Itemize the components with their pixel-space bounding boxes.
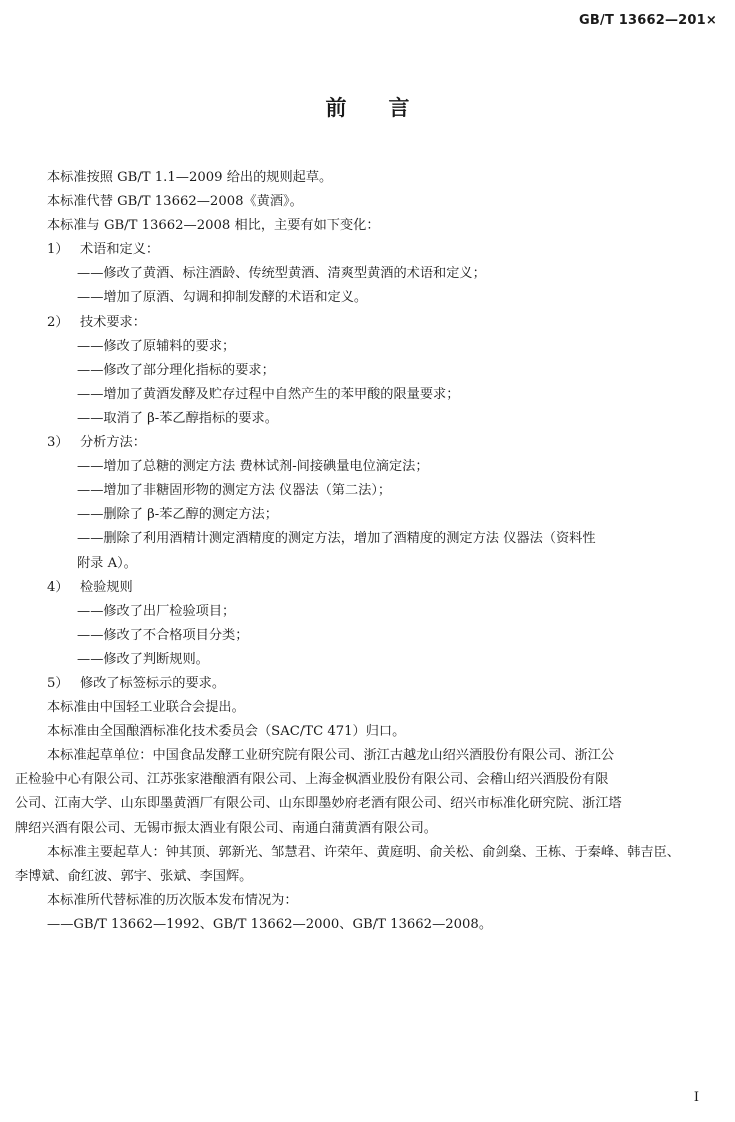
- history-intro: 本标准所代替标准的历次版本发布情况为：: [47, 892, 298, 908]
- drafters-line-1: 本标准主要起草人：钟其顶、郭新光、邹慧君、许荣年、黄庭明、俞关松、俞剑燊、王栋、于秦峰、韩吉臣、: [47, 844, 680, 860]
- sub-item: ——修改了判断规则。: [77, 651, 209, 667]
- standard-code-header: GB/T 13662—201×: [579, 13, 717, 28]
- change-item-4: [47, 576, 719, 600]
- sub-item: ——增加了总糖的测定方法 费林试剂-间接碘量电位滴定法；: [77, 459, 429, 475]
- sub-item-wrapped-line-1: ——删除了利用酒精计测定酒精度的测定方法，增加了酒精度的测定方法 仪器法（资料性: [77, 531, 596, 547]
- intro-line-1: 本标准按照 GB/T 1.1—2009 给出的规则起草。: [47, 170, 333, 185]
- change-item-2: [47, 311, 719, 335]
- page-number: Ⅰ: [693, 1090, 699, 1105]
- sub-item: ——修改了部分理化指标的要求；: [77, 362, 275, 378]
- sub-item: ——修改了出厂检验项目；: [77, 603, 236, 619]
- drafting-units-line-4: 牌绍兴酒有限公司、无锡市振太酒业有限公司、南通白蒲黄酒有限公司。: [15, 820, 437, 836]
- document-body: [15, 166, 719, 937]
- proposed-by: 本标准由中国轻工业联合会提出。: [47, 700, 245, 716]
- page-title: 前言: [325, 96, 452, 120]
- item-title: 术语和定义：: [80, 242, 160, 258]
- item-number: 4）: [47, 579, 69, 595]
- item-number: 5）: [47, 675, 69, 691]
- item-title: 检验规则: [80, 579, 133, 595]
- item-title: 分析方法：: [80, 435, 146, 451]
- drafting-units-line-3: 公司、江南大学、山东即墨黄酒厂有限公司、山东即墨妙府老酒有限公司、绍兴市标准化研究院、浙江塔: [15, 796, 622, 812]
- intro-line-2: 本标准代替 GB/T 13662—2008《黄酒》。: [47, 194, 303, 210]
- change-item-5: [47, 672, 719, 696]
- drafters-line-2: 李博斌、俞红波、郭宇、张斌、李国辉。: [15, 868, 253, 884]
- sub-item: ——修改了原辅料的要求；: [77, 338, 236, 354]
- item-title: 修改了标签标示的要求。: [80, 675, 226, 691]
- item-number: 1）: [47, 242, 69, 258]
- item-number: 2）: [47, 314, 69, 330]
- intro-line-3: 本标准与 GB/T 13662—2008 相比，主要有如下变化：: [47, 218, 380, 234]
- drafting-units-line-1: 本标准起草单位：中国食品发酵工业研究院有限公司、浙江古越龙山绍兴酒股份有限公司、浙江公: [47, 748, 615, 764]
- sub-item: ——增加了原酒、勾调和抑制发酵的术语和定义。: [77, 290, 368, 306]
- change-item-3: [47, 431, 719, 455]
- sub-item: ——取消了 β-苯乙醇指标的要求。: [77, 410, 278, 426]
- sub-item: ——修改了不合格项目分类；: [77, 627, 249, 643]
- sub-item: ——增加了黄酒发酵及贮存过程中自然产生的苯甲酸的限量要求；: [77, 386, 460, 402]
- sub-item: ——修改了黄酒、标注酒龄、传统型黄酒、清爽型黄酒的术语和定义；: [77, 266, 486, 282]
- drafting-units-line-2: 正检验中心有限公司、江苏张家港酿酒有限公司、上海金枫酒业股份有限公司、会稽山绍兴酒股份有限: [15, 772, 609, 788]
- change-item-1: [47, 238, 719, 262]
- history-versions: ——GB/T 13662—1992、GB/T 13662—2000、GB/T 13662—2008。: [47, 916, 493, 932]
- item-title: 技术要求：: [80, 314, 146, 330]
- centralized-by: 本标准由全国酿酒标准化技术委员会（SAC/TC 471）归口。: [47, 724, 406, 740]
- sub-item: ——增加了非糖固形物的测定方法 仪器法（第二法）；: [77, 483, 392, 499]
- sub-item: ——删除了 β-苯乙醇的测定方法；: [77, 507, 278, 523]
- item-number: 3）: [47, 435, 69, 451]
- sub-item-wrapped-line-2: 附录 A）。: [77, 555, 137, 571]
